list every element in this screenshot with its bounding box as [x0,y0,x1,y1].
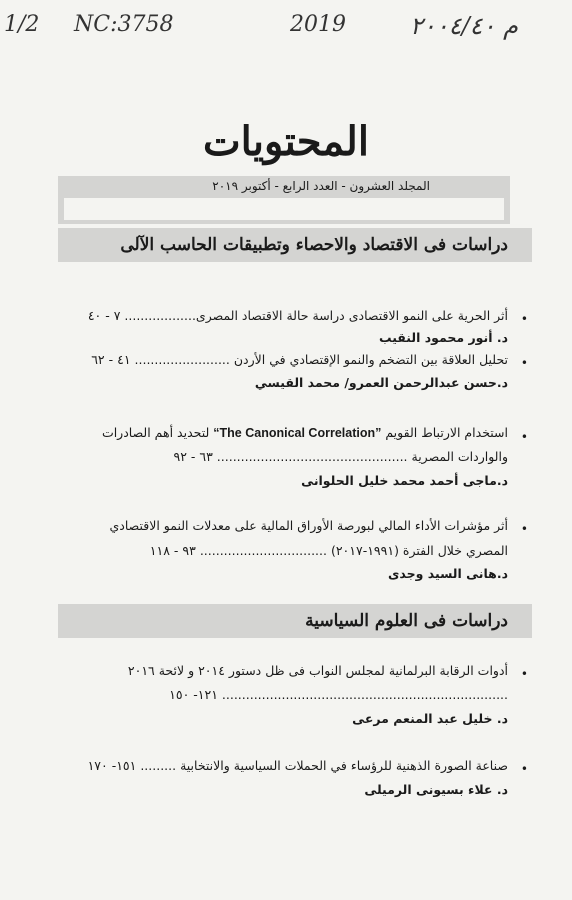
toc-entry-author: د.هانى السيد وجدى [387,566,508,581]
issue-meta-band [58,176,510,224]
toc-entry-author: د.ماجى أحمد محمد خليل الحلوانى [301,473,508,488]
toc-entry-author: د. أنور محمود النقيب [378,330,508,345]
bullet: • [520,430,528,444]
handwritten-note-year: 2019 [290,12,346,37]
bullet: • [520,312,528,326]
section-heading-politics: دراسات فى العلوم السياسية [58,604,532,638]
toc-entry-title-pre: استخدام الارتباط القويم [385,425,508,440]
toc-entry-title-cont[interactable]: المصري خلال الفترة (١٩٩١-٢٠١٧) ................................ ٩٣ - ١١٨ [149,543,508,558]
handwritten-note-fraction: 1/2 [4,12,40,37]
toc-entry-title-cont[interactable]: ........................................................................ ١٢١- ١٥٠ [169,687,508,702]
toc-entry-title[interactable] [102,425,508,440]
toc-entry-author: د. خليل عبد المنعم مرعى [352,711,508,726]
toc-entry-title[interactable]: أثر الحرية على النمو الاقتصادى دراسة حالة الاقتصاد المصرى.................. ٧ - ٤٠ [87,308,508,323]
bullet: • [520,762,528,776]
toc-entry-title[interactable]: صناعة الصورة الذهنية للرؤساء في الحملات السياسية والانتخابية ......... ١٥١- ١٧٠ [87,758,508,773]
bullet: • [520,667,528,681]
bullet: • [520,356,528,370]
handwritten-note-date: م ٢٠٠٤/٤٠ [410,12,518,40]
toc-entry-title-cont[interactable]: والواردات المصرية ................................................ ٦٣ - ٩٢ [173,449,508,464]
issue-meta-inner-box [64,198,504,220]
toc-entry-title[interactable]: أدوات الرقابة البرلمانية لمجلس النواب فى ظل دستور ٢٠١٤ و لائحة ٢٠١٦ [127,663,508,678]
toc-entry-title-post: لتحديد أهم الصادرات [101,425,210,440]
toc-entry-author: د.حسن عبدالرحمن العمرو/ محمد القيسي [254,375,508,390]
toc-entry-title-english: “The Canonical Correlation” [213,426,382,440]
bullet: • [520,522,528,536]
toc-entry-title[interactable]: أثر مؤشرات الأداء المالي لبورصة الأوراق المالية على معدلات النمو الاقتصادي [109,518,508,533]
issue-meta: المجلد العشرون - العدد الرابع - أكتوبر ٢٠١٩ [212,179,430,193]
section-heading-economics: دراسات فى الاقتصاد والاحصاء وتطبيقات الحاسب الآلى [58,228,532,262]
toc-entry-title[interactable]: تحليل العلاقة بين التضخم والنمو الإقتصادي في الأردن ........................ ٤١ - ٦٢ [91,352,508,367]
toc-entry-author: د. علاء بسيونى الرميلى [364,782,508,797]
page-title: المحتويات [203,118,369,165]
handwritten-note-code: NC:3758 [74,12,174,37]
